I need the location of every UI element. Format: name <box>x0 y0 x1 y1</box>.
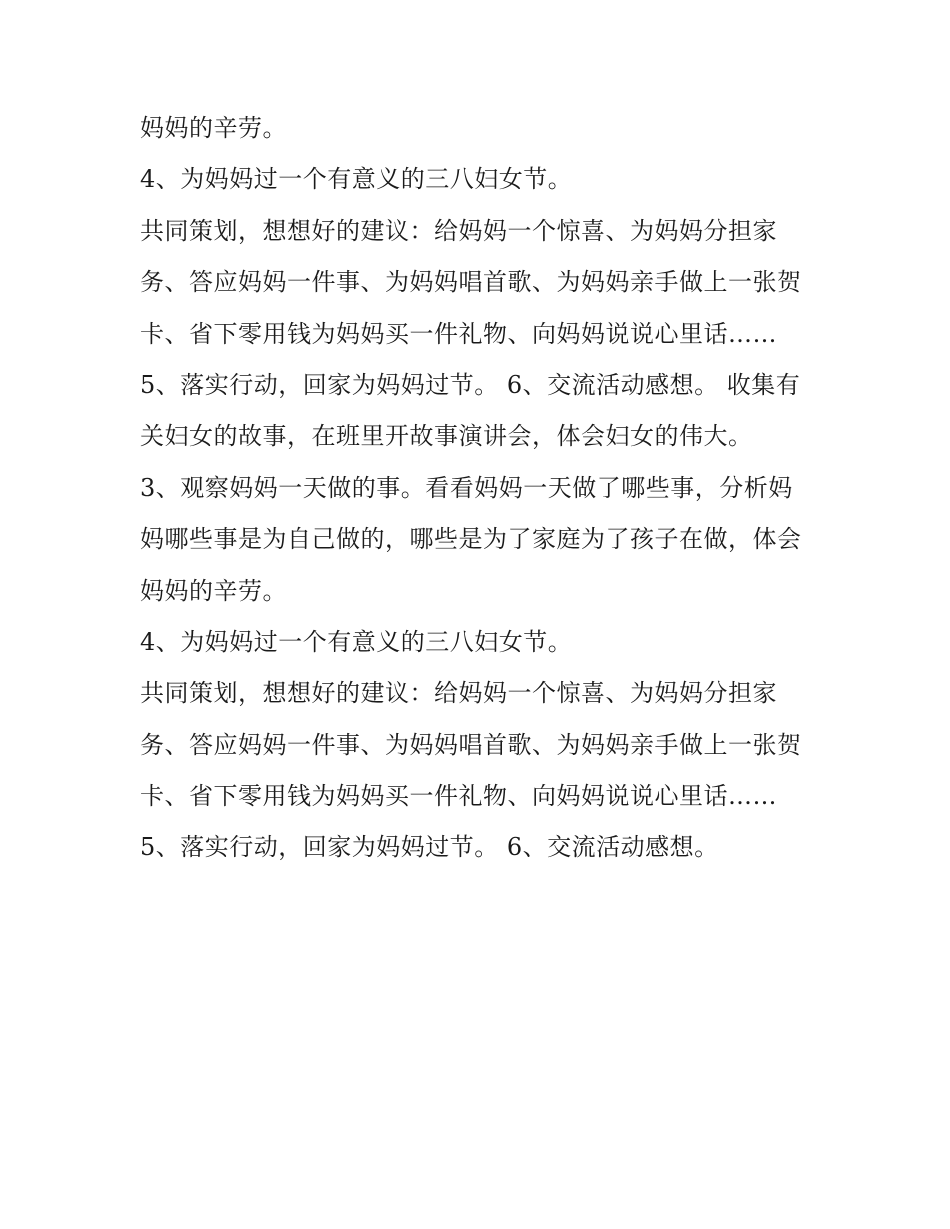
text-line: 4、为妈妈过一个有意义的三八妇女节。 <box>140 165 573 194</box>
text-line: 共同策划，想想好的建议：给妈妈一个惊喜、为妈妈分担家 <box>140 216 777 245</box>
text-line: 卡、省下零用钱为妈妈买一件礼物、向妈妈说说心里话…… <box>140 782 777 811</box>
text-line: 3、观察妈妈一天做的事。看看妈妈一天做了哪些事，分析妈 <box>140 473 793 502</box>
text-line: 务、答应妈妈一件事、为妈妈唱首歌、为妈妈亲手做上一张贺 <box>140 268 802 297</box>
text-line: 4、为妈妈过一个有意义的三八妇女节。 <box>140 627 573 656</box>
text-line: 妈哪些事是为自己做的，哪些是为了家庭为了孩子在做，体会 <box>140 525 802 554</box>
text-line: 妈妈的辛劳。 <box>140 114 287 142</box>
text-line: 5、落实行动，回家为妈妈过节。 6、交流活动感想。 <box>140 833 719 862</box>
text-line: 妈妈的辛劳。 <box>140 576 287 605</box>
text-line: 关妇女的故事，在班里开故事演讲会，体会妇女的伟大。 <box>140 422 753 451</box>
text-line: 共同策划，想想好的建议：给妈妈一个惊喜、为妈妈分担家 <box>140 679 777 708</box>
document-body <box>140 103 830 874</box>
text-line: 卡、省下零用钱为妈妈买一件礼物、向妈妈说说心里话…… <box>140 319 777 348</box>
text-line: 5、落实行动，回家为妈妈过节。 6、交流活动感想。 收集有 <box>140 370 801 399</box>
text-line: 务、答应妈妈一件事、为妈妈唱首歌、为妈妈亲手做上一张贺 <box>140 730 802 759</box>
